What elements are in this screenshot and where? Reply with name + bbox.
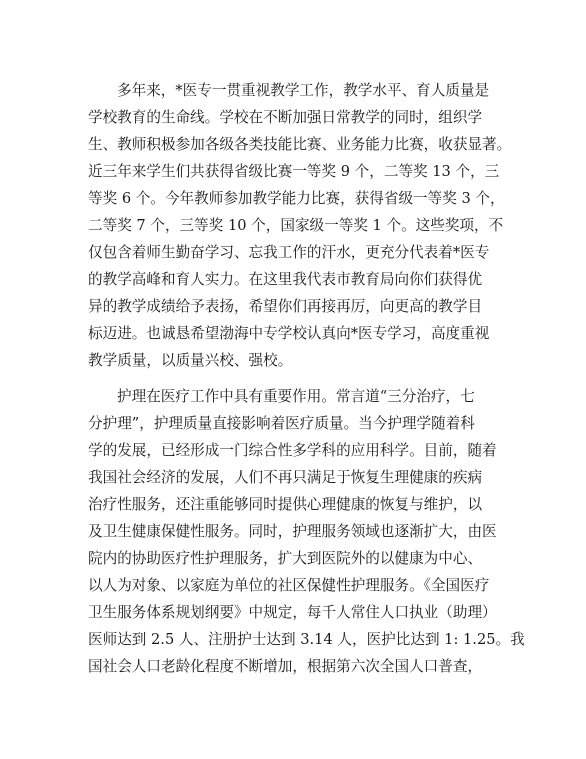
text-line: 学的发展，已经形成一门综合性多学科的应用科学。目前，随着: [88, 442, 497, 459]
paragraph-gap: [88, 374, 508, 383]
paragraph-1: [88, 77, 512, 374]
text-line: 学校教育的生命线。学校在不断加强日常教学的同时，组织学: [88, 109, 483, 126]
text-line: 护理在医疗工作中具有重要作用。常言道“三分治疗，七: [117, 388, 475, 405]
text-line: 以人为对象、以家庭为单位的社区保健性护理服务。《全国医疗: [88, 577, 490, 594]
text-line: 的教学高峰和育人实力。在这里我代表市教育局向你们获得优: [88, 271, 483, 288]
text-line: 近三年来学生们共获得省级比赛一等奖 9 个，二等奖 13 个，三: [88, 163, 500, 180]
text-line: 多年来，*医专一贯重视教学工作，教学水平、育人质量是: [117, 82, 490, 99]
document-body: [88, 77, 525, 680]
text-line: 国社会人口老龄化程度不断增加，根据第六次全国人口普查，: [88, 658, 483, 675]
text-line: 我国社会经济的发展，人们不再只满足于恢复生理健康的疾病: [88, 469, 483, 486]
text-line: 院内的协助医疗性护理服务，扩大到医院外的以健康为中心、: [88, 550, 483, 567]
text-line: 卫生服务体系规划纲要》中规定，每千人常住人口执业（助理）: [88, 604, 497, 621]
text-line: 生、教师积极参加各级各类技能比赛、业务能力比赛，收获显著。: [88, 136, 512, 153]
text-line: 医师达到 2.5 人、注册护士达到 3.14 人，医护比达到 1: 1.25。我: [88, 631, 525, 648]
text-line: 标迈进。也诚恳希望渤海中专学校认真向*医专学习，高度重视: [88, 325, 490, 342]
text-line: 教学质量，以质量兴校、强校。: [88, 352, 293, 369]
paragraph-2: [88, 383, 525, 680]
text-line: 及卫生健康保健性服务。同时，护理服务领域也逐渐扩大，由医: [88, 523, 497, 540]
text-line: 仅包含着师生勤奋学习、忘我工作的汗水，更充分代表着*医专: [88, 244, 490, 261]
text-line: 治疗性服务，还注重能够同时提供心理健康的恢复与维护，以: [88, 496, 483, 513]
text-line: 二等奖 7 个，三等奖 10 个，国家级一等奖 1 个。这些奖项，不: [88, 217, 504, 234]
text-line: 等奖 6 个。今年教师参加教学能力比赛，获得省级一等奖 3 个，: [88, 190, 505, 207]
text-line: 异的教学成绩给予表扬，希望你们再接再厉，向更高的教学目: [88, 298, 483, 315]
text-line: 分护理”，护理质量直接影响着医疗质量。当今护理学随着科: [88, 415, 475, 432]
